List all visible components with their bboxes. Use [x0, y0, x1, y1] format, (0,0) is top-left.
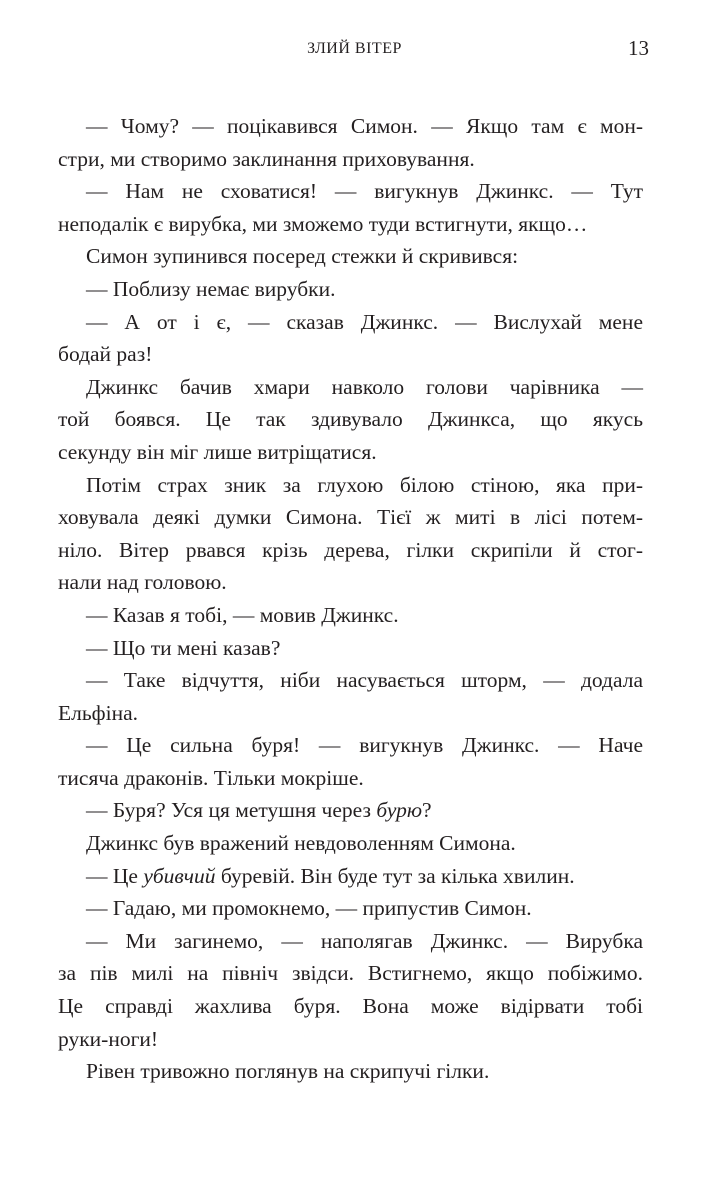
- text-segment: Потім страх зник за глухою білою стіною, яка при-: [86, 472, 643, 497]
- text-segment: секунду він міг лише витріщатися.: [58, 439, 377, 464]
- running-title: ЗЛИЙ ВІТЕР: [307, 40, 402, 57]
- text-line: [58, 175, 643, 208]
- text-line: [58, 762, 643, 795]
- running-header: [0, 36, 709, 66]
- text-line: [58, 306, 643, 339]
- text-line: [58, 892, 643, 925]
- text-segment: буревій. Він буде тут за кілька хвилин.: [215, 863, 575, 888]
- text-segment: Це справді жахлива буря. Вона може відірвати тобі: [58, 994, 643, 1019]
- text-segment: нали над головою.: [58, 570, 227, 595]
- text-line: [58, 794, 643, 827]
- text-segment: неподалік є вирубка, ми зможемо туди встигнути, якщо…: [58, 211, 588, 236]
- page-number: 13: [628, 36, 649, 60]
- text-line: [58, 827, 643, 860]
- text-line: [58, 273, 643, 306]
- text-segment: — Ми загинемо, — наполягав Джинкс. — Вирубка: [86, 928, 643, 953]
- text-line: [58, 632, 643, 665]
- text-line: [58, 697, 643, 730]
- text-line: [58, 403, 643, 436]
- text-segment: ніло. Вітер рвався крізь дерева, гілки скрипіли й стог-: [58, 537, 643, 562]
- italic-text: бурю: [376, 798, 423, 823]
- text-segment: — Гадаю, ми промокнемо, — припустив Симон.: [86, 896, 532, 921]
- text-line: [58, 534, 643, 567]
- text-line: [58, 469, 643, 502]
- text-segment: — Це сильна буря! — вигукнув Джинкс. — Наче: [86, 733, 643, 758]
- text-segment: — Буря? Уся ця метушня через: [86, 798, 377, 823]
- text-line: [58, 1023, 643, 1056]
- text-segment: Рівен тривожно поглянув на скрипучі гілки.: [86, 1059, 490, 1084]
- text-line: [58, 925, 643, 958]
- text-line: [58, 1055, 643, 1088]
- text-line: [58, 990, 643, 1023]
- text-segment: — Таке відчуття, ніби насувається шторм, — додала: [86, 668, 643, 693]
- text-segment: ховувала деякі думки Симона. Тієї ж миті в лісі потем-: [58, 505, 643, 530]
- text-segment: стри, ми створимо заклинання приховування.: [58, 146, 475, 171]
- text-line: [58, 729, 643, 762]
- text-line: [58, 501, 643, 534]
- text-segment: — Нам не сховатися! — вигукнув Джинкс. — Тут: [86, 179, 643, 204]
- text-line: [58, 436, 643, 469]
- text-line: [58, 143, 643, 176]
- text-line: [58, 110, 643, 143]
- body-text: [58, 110, 643, 1088]
- text-segment: — Що ти мені казав?: [86, 635, 281, 660]
- text-line: [58, 860, 643, 893]
- text-line: [58, 566, 643, 599]
- text-line: [58, 371, 643, 404]
- text-line: [58, 208, 643, 241]
- text-segment: Джинкс бачив хмари навколо голови чарівника —: [86, 374, 643, 399]
- text-segment: ?: [422, 798, 432, 823]
- text-segment: той боявся. Це так здивувало Джинкса, що якусь: [58, 407, 643, 432]
- text-segment: Ельфіна.: [58, 700, 138, 725]
- text-line: [58, 338, 643, 371]
- text-segment: Симон зупинився посеред стежки й скривився:: [86, 244, 519, 269]
- text-segment: — А от і є, — сказав Джинкс. — Вислухай мене: [86, 309, 643, 334]
- text-line: [58, 599, 643, 632]
- text-segment: — Чому? — поцікавився Симон. — Якщо там є мон-: [86, 114, 643, 138]
- text-line: [58, 664, 643, 697]
- text-line: [58, 240, 643, 273]
- text-segment: — Це: [86, 863, 144, 888]
- text-segment: за пів милі на північ звідси. Встигнемо, якщо побіжимо.: [58, 961, 643, 986]
- text-segment: Джинкс був вражений невдоволенням Симона.: [86, 831, 516, 856]
- text-line: [58, 957, 643, 990]
- italic-text: убивчий: [143, 863, 216, 888]
- text-segment: руки-ноги!: [58, 1026, 159, 1051]
- text-segment: — Поблизу немає вирубки.: [86, 276, 336, 301]
- text-segment: — Казав я тобі, — мовив Джинкс.: [86, 602, 399, 627]
- text-segment: бодай раз!: [58, 342, 153, 367]
- text-segment: тисяча драконів. Тільки мокріше.: [58, 765, 364, 790]
